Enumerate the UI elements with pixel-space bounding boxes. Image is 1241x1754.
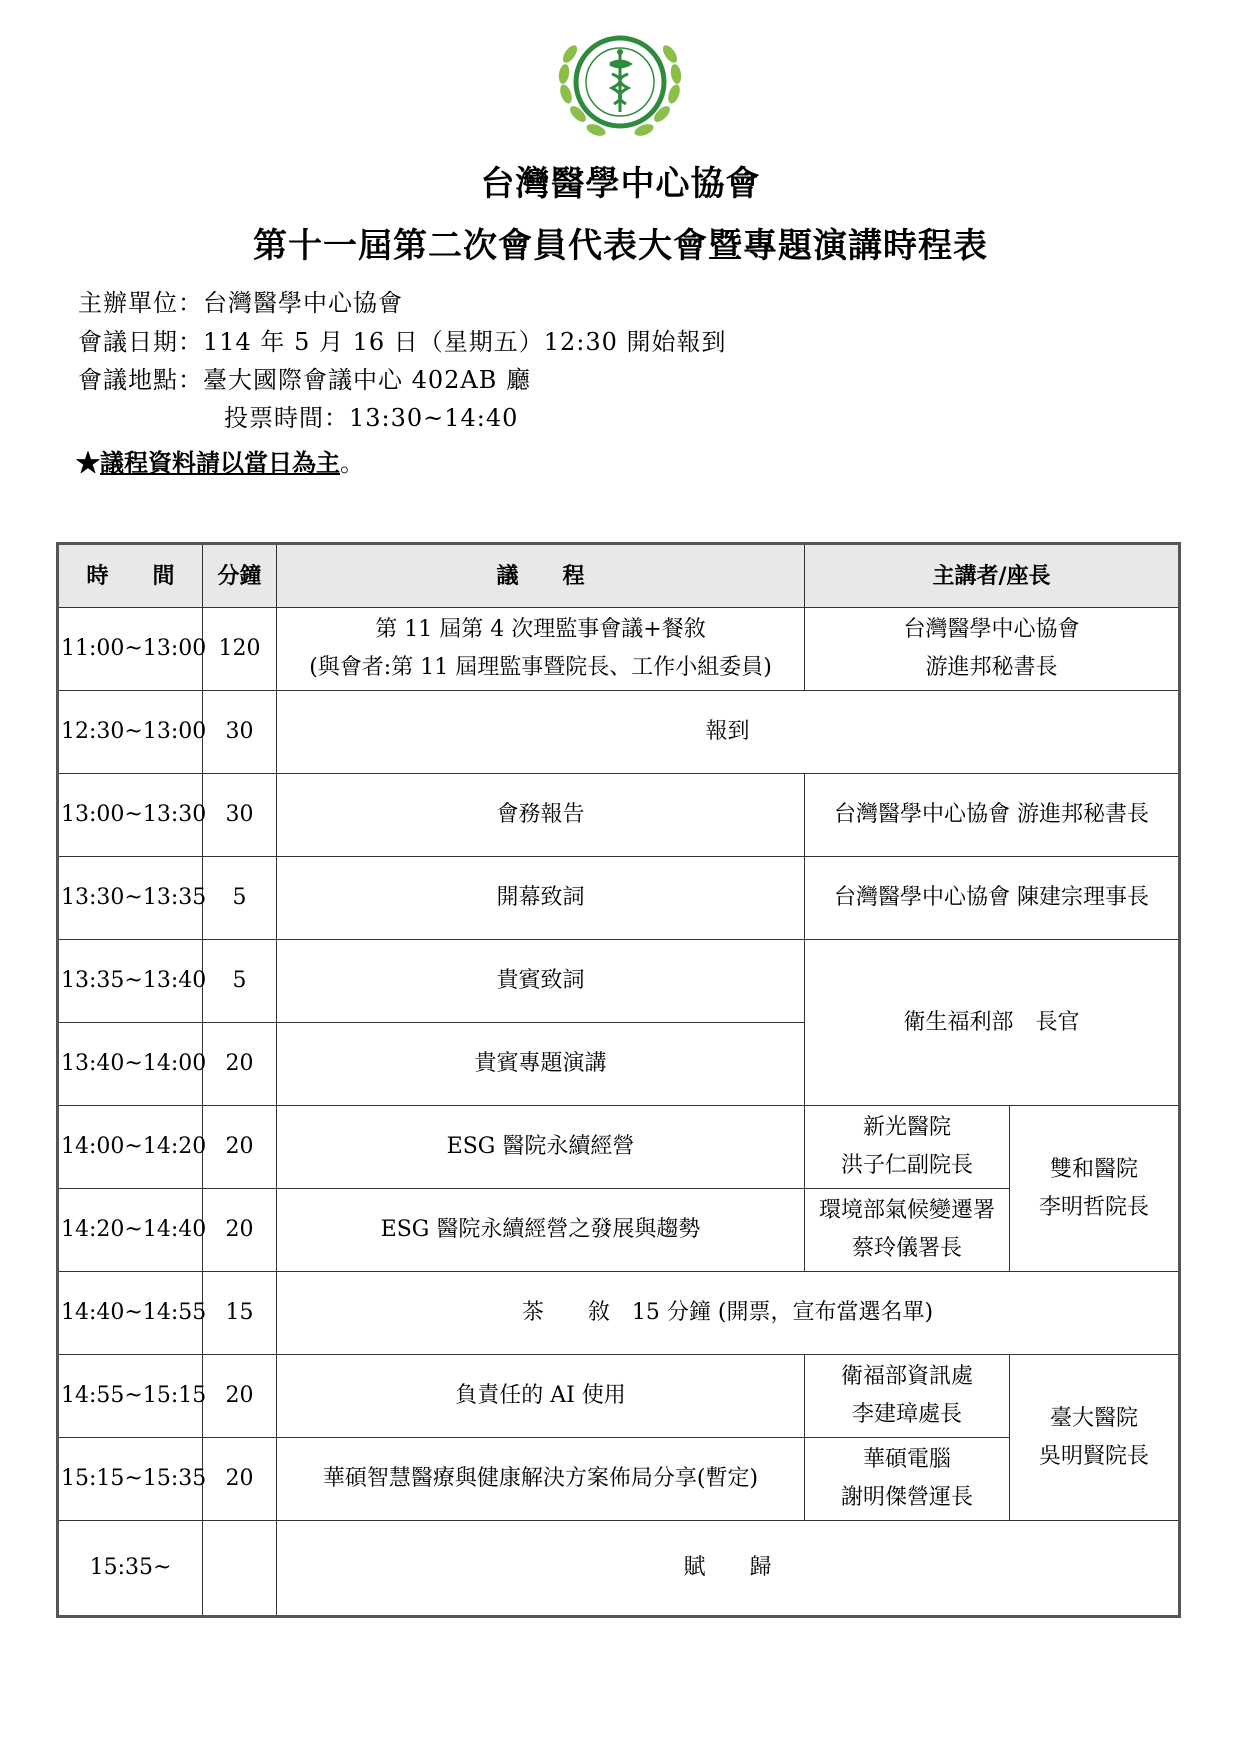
chair-cell bbox=[1010, 1355, 1180, 1521]
speaker-line: 新光醫院 bbox=[862, 1115, 951, 1140]
agenda-line: (與會者:第 11 屆理監事暨院長、工作小組委員) bbox=[309, 655, 772, 680]
time-cell: 11:00~13:00 bbox=[58, 608, 203, 691]
agenda-cell bbox=[277, 608, 805, 691]
speaker-cell bbox=[805, 1355, 1010, 1438]
minutes-cell: 120 bbox=[203, 608, 277, 691]
header-agenda: 議 程 bbox=[277, 544, 805, 608]
speaker-line: 洪子仁副院長 bbox=[840, 1153, 973, 1178]
voting-line: 投票時間：13:30~14:40 bbox=[224, 404, 519, 432]
venue-line: 會議地點：臺大國際會議中心 402AB 廳 bbox=[78, 366, 532, 394]
minutes-cell: 20 bbox=[203, 1355, 277, 1438]
table-row bbox=[58, 1521, 1180, 1617]
minutes-cell: 20 bbox=[203, 1189, 277, 1272]
speaker-cell: 衛生福利部 長官 bbox=[805, 940, 1180, 1106]
time-cell: 13:40~14:00 bbox=[58, 1023, 203, 1106]
table-row bbox=[58, 774, 1180, 857]
speaker-line: 謝明傑營運長 bbox=[840, 1485, 973, 1510]
table-row bbox=[58, 1272, 1180, 1355]
table-row bbox=[58, 608, 1180, 691]
minutes-cell: 30 bbox=[203, 774, 277, 857]
speaker-line: 環境部氣候變遷署 bbox=[818, 1198, 995, 1223]
organizer-line: 主辦單位：台灣醫學中心協會 bbox=[78, 289, 403, 317]
agenda-cell: 貴賓致詞 bbox=[277, 940, 805, 1023]
note-text: 議程資料請以當日為主 bbox=[100, 448, 340, 477]
table-row bbox=[58, 1355, 1180, 1438]
speaker-cell: 台灣醫學中心協會 游進邦秘書長 bbox=[805, 774, 1180, 857]
table-row bbox=[58, 857, 1180, 940]
chair-line: 吳明賢院長 bbox=[1039, 1443, 1150, 1469]
chair-line: 臺大醫院 bbox=[1050, 1405, 1139, 1431]
minutes-cell: 20 bbox=[203, 1106, 277, 1189]
chair-line: 雙和醫院 bbox=[1050, 1156, 1139, 1182]
agenda-cell: 會務報告 bbox=[277, 774, 805, 857]
header-time: 時 間 bbox=[58, 544, 203, 608]
chair-line: 李明哲院長 bbox=[1039, 1194, 1150, 1220]
time-cell: 15:15~15:35 bbox=[58, 1438, 203, 1521]
time-cell: 14:40~14:55 bbox=[58, 1272, 203, 1355]
speaker-line: 衛福部資訊處 bbox=[840, 1364, 973, 1389]
speaker-cell bbox=[805, 1189, 1010, 1272]
agenda-note bbox=[76, 443, 364, 478]
speaker-cell: 台灣醫學中心協會 陳建宗理事長 bbox=[805, 857, 1180, 940]
speaker-line: 蔡玲儀署長 bbox=[851, 1236, 962, 1261]
header-speaker: 主講者/座長 bbox=[805, 544, 1180, 608]
speaker-cell bbox=[805, 1438, 1010, 1521]
speaker-cell bbox=[805, 608, 1180, 691]
speaker-cell bbox=[805, 1106, 1010, 1189]
agenda-cell: 華碩智慧醫療與健康解決方案佈局分享(暫定) bbox=[277, 1438, 805, 1521]
time-cell: 14:55~15:15 bbox=[58, 1355, 203, 1438]
speaker-line: 李建璋處長 bbox=[851, 1402, 962, 1427]
table-row bbox=[58, 940, 1180, 1023]
time-cell: 13:35~13:40 bbox=[58, 940, 203, 1023]
header-minutes: 分鐘 bbox=[203, 544, 277, 608]
agenda-cell: ESG 醫院永續經營之發展與趨勢 bbox=[277, 1189, 805, 1272]
speaker-line: 台灣醫學中心協會 bbox=[903, 617, 1080, 642]
agenda-cell: 賦 歸 bbox=[277, 1521, 1180, 1617]
star-icon: ★ bbox=[76, 448, 100, 477]
agenda-cell: 茶 敘 15 分鐘 (開票，宣布當選名單) bbox=[277, 1272, 1180, 1355]
schedule-table bbox=[56, 542, 1181, 1618]
agenda-cell: 報到 bbox=[277, 691, 1180, 774]
minutes-cell: 5 bbox=[203, 857, 277, 940]
date-line: 會議日期：114 年 5 月 16 日（星期五）12:30 開始報到 bbox=[78, 328, 727, 356]
time-cell: 14:00~14:20 bbox=[58, 1106, 203, 1189]
chair-cell bbox=[1010, 1106, 1180, 1272]
event-title: 第十一屆第二次會員代表大會暨專題演講時程表 bbox=[253, 226, 988, 266]
agenda-line: 第 11 屆第 4 次理監事會議+餐敘 bbox=[375, 617, 706, 642]
table-row bbox=[58, 1106, 1180, 1189]
note-end: 。 bbox=[340, 449, 364, 477]
minutes-cell: 20 bbox=[203, 1023, 277, 1106]
time-cell: 15:35~ bbox=[58, 1521, 203, 1617]
organization-title: 台灣醫學中心協會 bbox=[480, 164, 761, 204]
time-cell: 12:30~13:00 bbox=[58, 691, 203, 774]
agenda-cell: 開幕致詞 bbox=[277, 857, 805, 940]
minutes-cell: 30 bbox=[203, 691, 277, 774]
time-cell: 13:30~13:35 bbox=[58, 857, 203, 940]
table-row bbox=[58, 691, 1180, 774]
minutes-cell: 20 bbox=[203, 1438, 277, 1521]
speaker-line: 游進邦秘書長 bbox=[925, 655, 1058, 680]
time-cell: 13:00~13:30 bbox=[58, 774, 203, 857]
association-logo bbox=[554, 24, 686, 144]
minutes-cell: 5 bbox=[203, 940, 277, 1023]
agenda-cell: 負責任的 AI 使用 bbox=[277, 1355, 805, 1438]
minutes-cell: 15 bbox=[203, 1272, 277, 1355]
minutes-cell bbox=[203, 1521, 277, 1617]
agenda-cell: ESG 醫院永續經營 bbox=[277, 1106, 805, 1189]
speaker-line: 華碩電腦 bbox=[862, 1447, 951, 1472]
agenda-cell: 貴賓專題演講 bbox=[277, 1023, 805, 1106]
table-header-row bbox=[58, 544, 1180, 608]
time-cell: 14:20~14:40 bbox=[58, 1189, 203, 1272]
